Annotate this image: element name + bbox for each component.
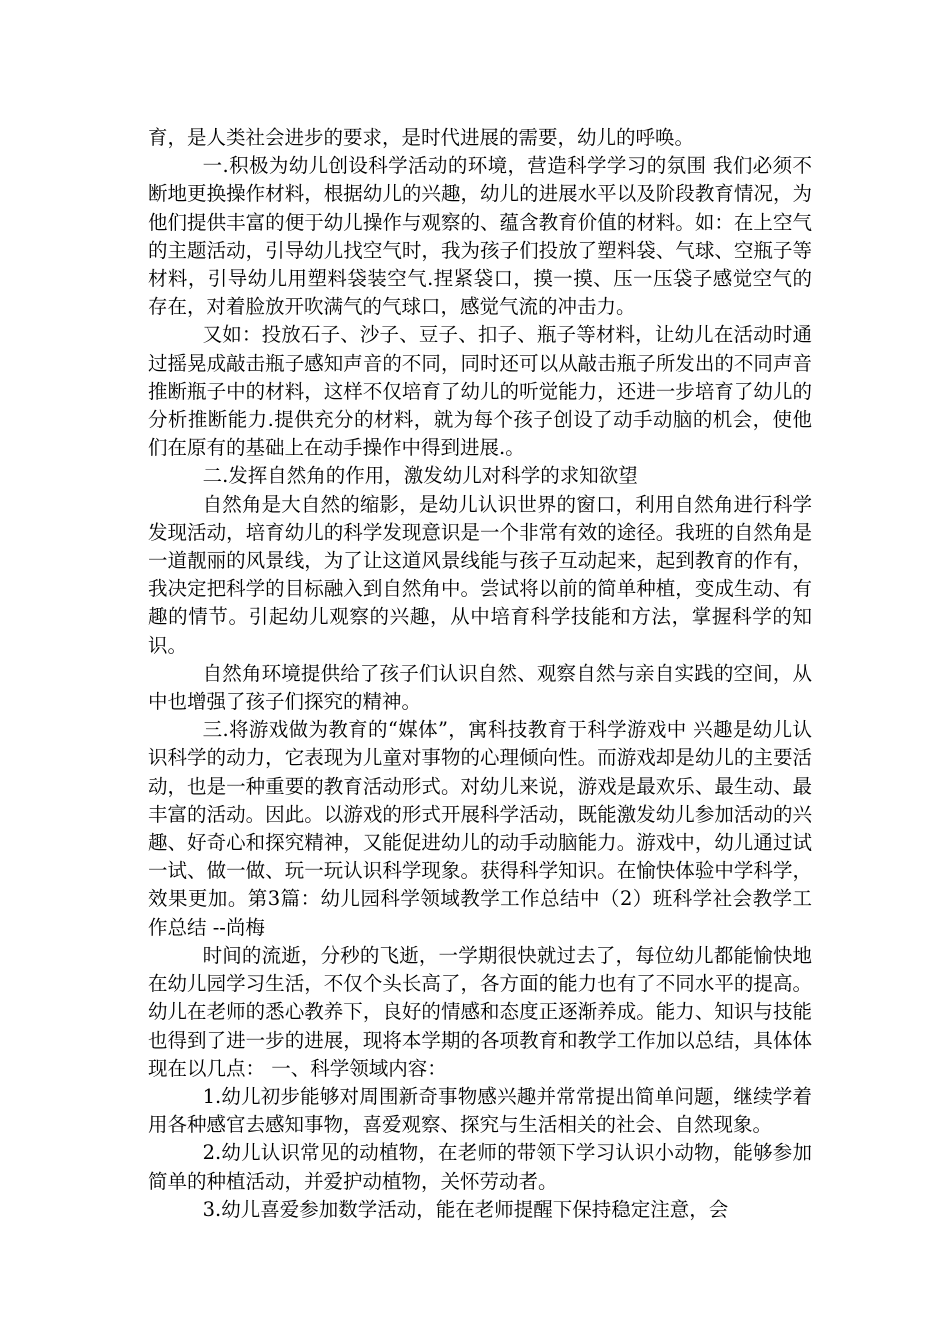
list-item-2: 2.幼儿认识常见的动植物，在老师的带领下学习认识小动物，能够参加简单的种植活动，并爱护动植物，关怀劳动者。 (148, 1141, 812, 1193)
paragraph-semester-summary: 时间的流逝，分秒的飞逝，一学期很快就过去了，每位幼儿都能愉快地在幼儿园学习生活，不仅个头长高了，各方面的能力也有了不同水平的提高。幼儿在老师的悉心教养下，良好的情感和态度正逐渐养成。能力、知识与技能也得到了进一步的进展，现将本学期的各项教育和教学工作加以总结，具体体现在以几点： 一、科学领域内容： (148, 943, 812, 1080)
list-item-3: 3.幼儿喜爱参加数学活动，能在老师提醒下保持稳定注意，会 (202, 1197, 729, 1221)
paragraph-section-1: 一.积极为幼儿创设科学活动的环境，营造科学学习的氛围 我们必须不断地更换操作材料，根据幼儿的兴趣，幼儿的进展水平以及阶段教育情况，为他们提供丰富的便于幼儿操作与观察的、蕴含教育价值的材料。如：在上空气的主题活动，引导幼儿找空气时，我为孩子们投放了塑料袋、气球、空瓶子等材料，引导幼儿用塑料袋装空气.捏紧袋口，摸一摸、压一压袋子感觉空气的存在，对着脸放开吹满气的气球口，感觉气流的冲击力。 (148, 154, 812, 319)
paragraph-intro-tail: 育，是人类社会进步的要求，是时代进展的需要，幼儿的呼唤。 (148, 126, 695, 149)
document-page (148, 124, 812, 1224)
paragraph-example: 又如：投放石子、沙子、豆子、扣子、瓶子等材料，让幼儿在活动时通过摇晃成敲击瓶子感知声音的不同，同时还可以从敲击瓶子所发出的不同声音推断瓶子中的材料，这样不仅培育了幼儿的听觉能力，还进一步培育了幼儿的分析推断能力.提供充分的材料，就为每个孩子创设了动手动脑的机会，使他们在原有的基础上在动手操作中得到进展.。 (148, 323, 812, 460)
paragraph-nature-corner: 自然角是大自然的缩影，是幼儿认识世界的窗口，利用自然角进行科学发现活动，培育幼儿的科学发现意识是一个非常有效的途径。我班的自然角是一道靓丽的风景线，为了让这道风景线能与孩子互动起来，起到教育的作有，我决定把科学的目标融入到自然角中。尝试将以前的简单种植，变成生动、有趣的情节。引起幼儿观察的兴趣，从中培育科学技能和方法，掌握科学的知识。 (148, 492, 812, 657)
paragraph-nature-environment: 自然角环境提供给了孩子们认识自然、观察自然与亲自实践的空间，从中也增强了孩子们探究的精神。 (148, 661, 812, 714)
paragraph-section-3: 三.将游戏做为教育的“媒体”，寓科技教育于科学游戏中 兴趣是幼儿认识科学的动力，它表现为儿童对事物的心理倾向性。而游戏却是幼儿的主要活动，也是一种重要的教育活动形式。对幼儿来说，游戏是最欢乐、最生动、最丰富的活动。因此。以游戏的形式开展科学活动，既能激发幼儿参加活动的兴趣、好奇心和探究精神，又能促进幼儿的动手动脑能力。游戏中，幼儿通过试一试、做一做、玩一玩认识科学现象。获得科学知识。在愉快体验中学科学，效果更加。第3篇：幼儿园科学领域教学工作总结中（2）班科学社会教学工作总结 --尚梅 (148, 718, 812, 939)
heading-section-2: 二.发挥自然角的作用，激发幼儿对科学的求知欲望 (202, 464, 638, 488)
list-item-1: 1.幼儿初步能够对周围新奇事物感兴趣并常常提出简单问题，继续学着用各种感官去感知事物，喜爱观察、探究与生活相关的社会、自然现象。 (148, 1084, 812, 1137)
